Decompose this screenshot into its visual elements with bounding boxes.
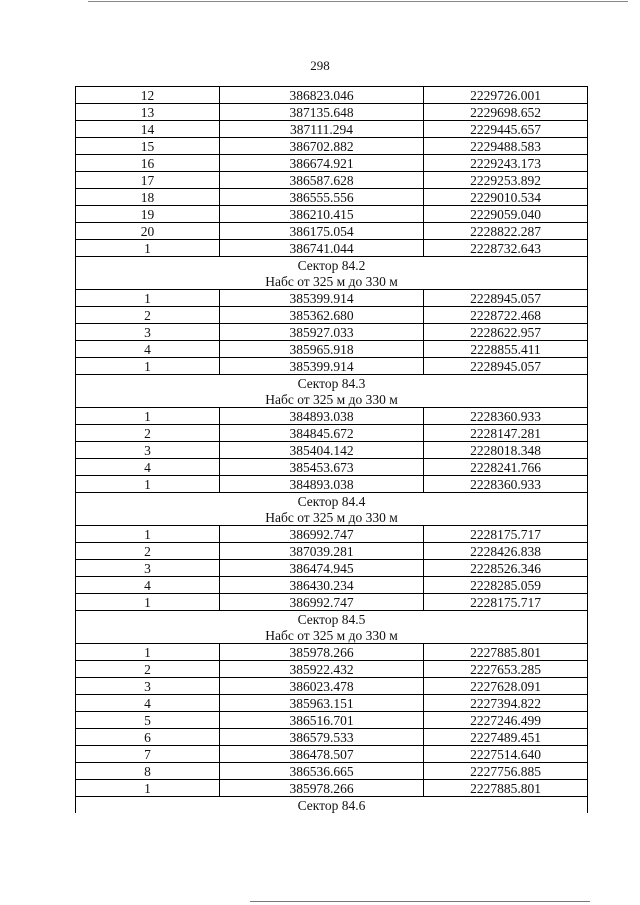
sector-height-range: Набс от 325 м до 330 м: [76, 391, 588, 408]
sector-height-range: Набс от 325 м до 330 м: [76, 627, 588, 644]
section-header-row: [76, 797, 588, 814]
y-coordinate-cell: 2227489.451: [424, 729, 588, 746]
table-row: [76, 104, 588, 121]
point-number-cell: 1: [76, 358, 220, 375]
x-coordinate-cell: 386992.747: [220, 526, 424, 543]
y-coordinate-cell: 2228722.468: [424, 307, 588, 324]
table-row: [76, 746, 588, 763]
coordinates-table: [75, 86, 588, 813]
page-number: 298: [310, 58, 330, 73]
point-number-cell: 2: [76, 425, 220, 442]
table-row: [76, 307, 588, 324]
point-number-cell: 2: [76, 307, 220, 324]
section-header-row: [76, 257, 588, 274]
table-row: [76, 763, 588, 780]
x-coordinate-cell: 386587.628: [220, 172, 424, 189]
table-row: [76, 729, 588, 746]
x-coordinate-cell: 385404.142: [220, 442, 424, 459]
x-coordinate-cell: 386210.415: [220, 206, 424, 223]
table-row: [76, 240, 588, 257]
x-coordinate-cell: 387111.294: [220, 121, 424, 138]
x-coordinate-cell: 385927.033: [220, 324, 424, 341]
point-number-cell: 7: [76, 746, 220, 763]
x-coordinate-cell: 385362.680: [220, 307, 424, 324]
table-row: [76, 425, 588, 442]
x-coordinate-cell: 385453.673: [220, 459, 424, 476]
y-coordinate-cell: 2228945.057: [424, 290, 588, 307]
point-number-cell: 1: [76, 240, 220, 257]
point-number-cell: 17: [76, 172, 220, 189]
x-coordinate-cell: 384893.038: [220, 408, 424, 425]
sector-title: Сектор 84.3: [76, 375, 588, 392]
point-number-cell: 5: [76, 712, 220, 729]
y-coordinate-cell: 2229726.001: [424, 87, 588, 104]
point-number-cell: 3: [76, 324, 220, 341]
point-number-cell: 4: [76, 577, 220, 594]
point-number-cell: 12: [76, 87, 220, 104]
table-row: [76, 87, 588, 104]
y-coordinate-cell: 2228147.281: [424, 425, 588, 442]
y-coordinate-cell: 2228360.933: [424, 476, 588, 493]
y-coordinate-cell: 2227756.885: [424, 763, 588, 780]
coordinates-table-body: [76, 87, 588, 814]
sector-title: Сектор 84.5: [76, 611, 588, 628]
x-coordinate-cell: 386023.478: [220, 678, 424, 695]
x-coordinate-cell: 385978.266: [220, 780, 424, 797]
y-coordinate-cell: 2228945.057: [424, 358, 588, 375]
x-coordinate-cell: 386579.533: [220, 729, 424, 746]
point-number-cell: 8: [76, 763, 220, 780]
x-coordinate-cell: 386823.046: [220, 87, 424, 104]
table-row: [76, 577, 588, 594]
point-number-cell: 13: [76, 104, 220, 121]
point-number-cell: 2: [76, 543, 220, 560]
table-row: [76, 189, 588, 206]
y-coordinate-cell: 2227394.822: [424, 695, 588, 712]
y-coordinate-cell: 2228285.059: [424, 577, 588, 594]
y-coordinate-cell: 2227885.801: [424, 644, 588, 661]
y-coordinate-cell: 2228018.348: [424, 442, 588, 459]
point-number-cell: 4: [76, 695, 220, 712]
point-number-cell: 1: [76, 644, 220, 661]
x-coordinate-cell: 385963.151: [220, 695, 424, 712]
x-coordinate-cell: 386702.882: [220, 138, 424, 155]
section-header-row: [76, 375, 588, 392]
table-row: [76, 324, 588, 341]
point-number-cell: 16: [76, 155, 220, 172]
table-row: [76, 223, 588, 240]
y-coordinate-cell: 2228822.287: [424, 223, 588, 240]
table-row: [76, 543, 588, 560]
x-coordinate-cell: 386555.556: [220, 189, 424, 206]
y-coordinate-cell: 2229698.652: [424, 104, 588, 121]
sector-height-range: Набс от 325 м до 330 м: [76, 273, 588, 290]
y-coordinate-cell: 2229253.892: [424, 172, 588, 189]
y-coordinate-cell: 2228855.411: [424, 341, 588, 358]
x-coordinate-cell: 384845.672: [220, 425, 424, 442]
x-coordinate-cell: 386474.945: [220, 560, 424, 577]
y-coordinate-cell: 2228622.957: [424, 324, 588, 341]
table-row: [76, 560, 588, 577]
point-number-cell: 1: [76, 408, 220, 425]
table-row: [76, 290, 588, 307]
table-row: [76, 442, 588, 459]
point-number-cell: 3: [76, 442, 220, 459]
sector-title: Сектор 84.2: [76, 257, 588, 274]
y-coordinate-cell: 2229010.534: [424, 189, 588, 206]
table-row: [76, 780, 588, 797]
y-coordinate-cell: 2229445.657: [424, 121, 588, 138]
x-coordinate-cell: 385965.918: [220, 341, 424, 358]
table-row: [76, 695, 588, 712]
y-coordinate-cell: 2228426.838: [424, 543, 588, 560]
table-row: [76, 121, 588, 138]
point-number-cell: 20: [76, 223, 220, 240]
y-coordinate-cell: 2229243.173: [424, 155, 588, 172]
point-number-cell: 1: [76, 594, 220, 611]
x-coordinate-cell: 387039.281: [220, 543, 424, 560]
x-coordinate-cell: 386536.665: [220, 763, 424, 780]
point-number-cell: 1: [76, 290, 220, 307]
table-row: [76, 476, 588, 493]
point-number-cell: 6: [76, 729, 220, 746]
section-header-row: [76, 627, 588, 644]
section-header-row: [76, 509, 588, 526]
section-header-row: [76, 611, 588, 628]
table-row: [76, 661, 588, 678]
x-coordinate-cell: 385399.914: [220, 290, 424, 307]
y-coordinate-cell: 2228526.346: [424, 560, 588, 577]
point-number-cell: 2: [76, 661, 220, 678]
x-coordinate-cell: 387135.648: [220, 104, 424, 121]
section-header-row: [76, 273, 588, 290]
point-number-cell: 1: [76, 476, 220, 493]
y-coordinate-cell: 2228732.643: [424, 240, 588, 257]
table-row: [76, 172, 588, 189]
point-number-cell: 3: [76, 560, 220, 577]
table-row: [76, 678, 588, 695]
table-row: [76, 459, 588, 476]
point-number-cell: 1: [76, 526, 220, 543]
point-number-cell: 4: [76, 341, 220, 358]
x-coordinate-cell: 385978.266: [220, 644, 424, 661]
section-header-row: [76, 493, 588, 510]
point-number-cell: 18: [76, 189, 220, 206]
sector-title: Сектор 84.6: [76, 797, 588, 814]
y-coordinate-cell: 2228241.766: [424, 459, 588, 476]
x-coordinate-cell: 386992.747: [220, 594, 424, 611]
table-row: [76, 358, 588, 375]
x-coordinate-cell: 386674.921: [220, 155, 424, 172]
x-coordinate-cell: 386478.507: [220, 746, 424, 763]
y-coordinate-cell: 2227514.640: [424, 746, 588, 763]
scan-bottom-edge: [250, 901, 590, 902]
table-row: [76, 341, 588, 358]
point-number-cell: 3: [76, 678, 220, 695]
y-coordinate-cell: 2227628.091: [424, 678, 588, 695]
x-coordinate-cell: 386516.701: [220, 712, 424, 729]
point-number-cell: 4: [76, 459, 220, 476]
x-coordinate-cell: 386430.234: [220, 577, 424, 594]
y-coordinate-cell: 2227653.285: [424, 661, 588, 678]
section-header-row: [76, 391, 588, 408]
y-coordinate-cell: 2227246.499: [424, 712, 588, 729]
y-coordinate-cell: 2229059.040: [424, 206, 588, 223]
point-number-cell: 1: [76, 780, 220, 797]
sector-title: Сектор 84.4: [76, 493, 588, 510]
y-coordinate-cell: 2228360.933: [424, 408, 588, 425]
y-coordinate-cell: 2227885.801: [424, 780, 588, 797]
table-row: [76, 138, 588, 155]
y-coordinate-cell: 2228175.717: [424, 594, 588, 611]
scan-top-edge: [88, 1, 628, 2]
x-coordinate-cell: 384893.038: [220, 476, 424, 493]
x-coordinate-cell: 385399.914: [220, 358, 424, 375]
table-row: [76, 155, 588, 172]
point-number-cell: 14: [76, 121, 220, 138]
table-row: [76, 408, 588, 425]
y-coordinate-cell: 2228175.717: [424, 526, 588, 543]
table-row: [76, 594, 588, 611]
table-row: [76, 526, 588, 543]
point-number-cell: 19: [76, 206, 220, 223]
x-coordinate-cell: 385922.432: [220, 661, 424, 678]
sector-height-range: Набс от 325 м до 330 м: [76, 509, 588, 526]
table-row: [76, 644, 588, 661]
y-coordinate-cell: 2229488.583: [424, 138, 588, 155]
table-row: [76, 206, 588, 223]
x-coordinate-cell: 386175.054: [220, 223, 424, 240]
x-coordinate-cell: 386741.044: [220, 240, 424, 257]
point-number-cell: 15: [76, 138, 220, 155]
table-row: [76, 712, 588, 729]
